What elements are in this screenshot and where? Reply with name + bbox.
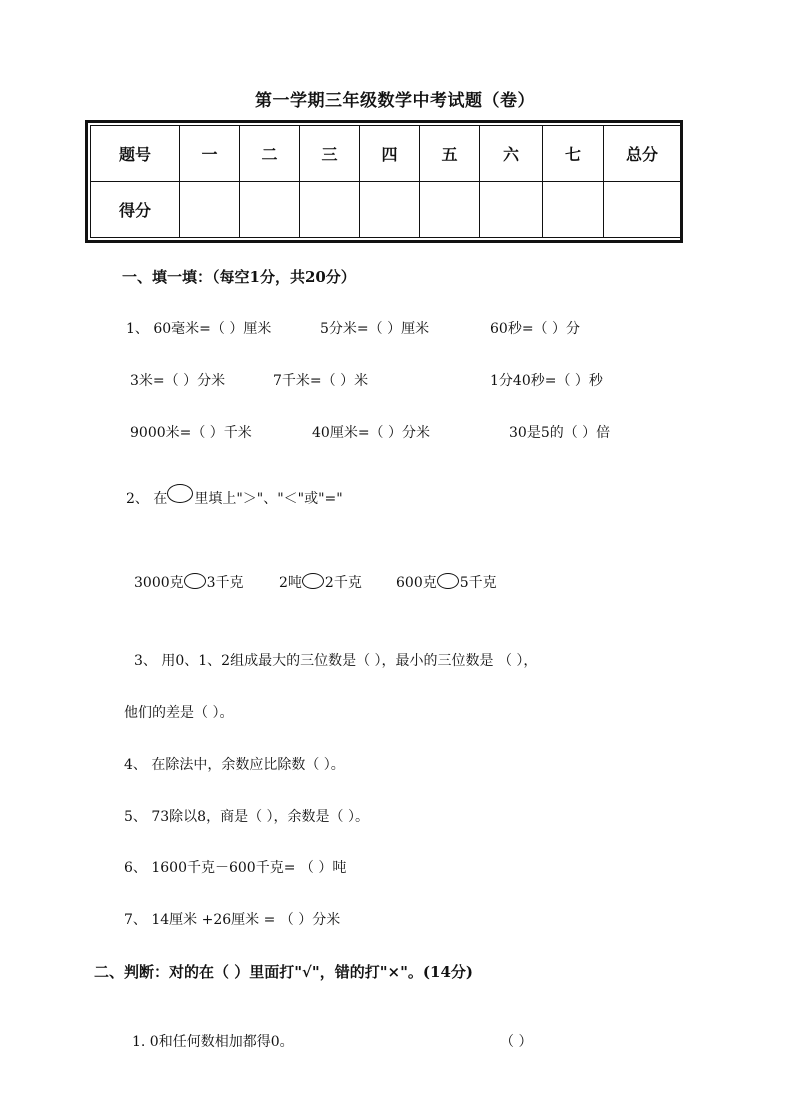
q2-c2a: 2吨 (279, 575, 302, 591)
q2-c2b: 2千克 (324, 575, 362, 591)
score-cell[interactable] (240, 182, 300, 238)
score-header-cell: 四 (360, 126, 420, 182)
q6: 6、 1600千克－600千克= （ ）吨 (124, 860, 347, 876)
score-header-cell: 六 (480, 126, 543, 182)
q7: 7、 14厘米 +26厘米 = （ ）分米 (124, 912, 341, 928)
q1-e: 7千米=（ ）米 (273, 373, 369, 389)
q3-line1: 3、 用0、1、2组成最大的三位数是（ ），最小的三位数是 （ ）， (134, 653, 538, 669)
q2-c3a: 600克 (396, 575, 437, 591)
judge-item-1: 1. 0和任何数相加都得0。 (132, 1034, 294, 1050)
blank-circle-icon (167, 484, 193, 503)
score-header-row (91, 126, 681, 182)
score-cell[interactable] (543, 182, 604, 238)
q1-b: 5分米=（ ）厘米 (320, 321, 430, 337)
score-cell[interactable] (300, 182, 360, 238)
q1-f: 1分40秒=（ ）秒 (490, 373, 603, 389)
score-cell[interactable] (420, 182, 480, 238)
score-header-cell: 五 (420, 126, 480, 182)
q3-line2: 他们的差是（ ）。 (124, 705, 234, 721)
answer-circle-icon[interactable] (184, 573, 206, 589)
answer-circle-icon[interactable] (302, 573, 324, 589)
q2-c1b: 3千克 (206, 575, 244, 591)
score-cell[interactable] (360, 182, 420, 238)
page-title: 第一学期三年级数学中考试题（卷） (255, 91, 535, 111)
q1-d: 3米=（ ）分米 (130, 373, 226, 389)
score-header-cell: 二 (240, 126, 300, 182)
q2-instruction (126, 484, 343, 508)
q2-compare-3 (396, 572, 497, 592)
q2-c1a: 3000克 (134, 575, 184, 591)
q2-compare-1 (134, 572, 244, 592)
score-header-cell: 一 (180, 126, 240, 182)
q2-compare-2 (279, 572, 362, 592)
q1-c: 60秒=（ ）分 (490, 321, 580, 337)
score-header-cell: 题号 (91, 126, 180, 182)
q1-g: 9000米=（ ）千米 (130, 425, 252, 441)
score-cell[interactable] (180, 182, 240, 238)
judge-item-1-answer[interactable]: （ ） (500, 1034, 533, 1050)
answer-circle-icon[interactable] (437, 573, 459, 589)
score-cell[interactable] (480, 182, 543, 238)
q4: 4、 在除法中，余数应比除数（ ）。 (124, 757, 345, 773)
score-cell[interactable] (604, 182, 681, 238)
q2-pre: 2、 在 (126, 491, 168, 507)
q5: 5、 73除以8，商是（ ），余数是（ ）。 (124, 809, 369, 825)
q2-c3b: 5千克 (459, 575, 497, 591)
q1-h: 40厘米=（ ）分米 (312, 425, 430, 441)
section2-heading: 二、判断：对的在（ ）里面打"√"，错的打"×"。(14分) (94, 963, 473, 981)
q2-post: 里填上"＞"、"＜"或"=" (194, 491, 343, 507)
section1-heading: 一、填一填：（每空1分，共20分） (122, 268, 356, 286)
score-table (85, 120, 683, 243)
score-header-cell: 七 (543, 126, 604, 182)
q1-i: 30是5的（ ）倍 (509, 425, 611, 441)
score-row-label: 得分 (91, 182, 180, 238)
q1-a: 1、 60毫米=（ ）厘米 (126, 321, 272, 337)
score-value-row (91, 182, 681, 238)
score-header-cell: 总分 (604, 126, 681, 182)
score-header-cell: 三 (300, 126, 360, 182)
